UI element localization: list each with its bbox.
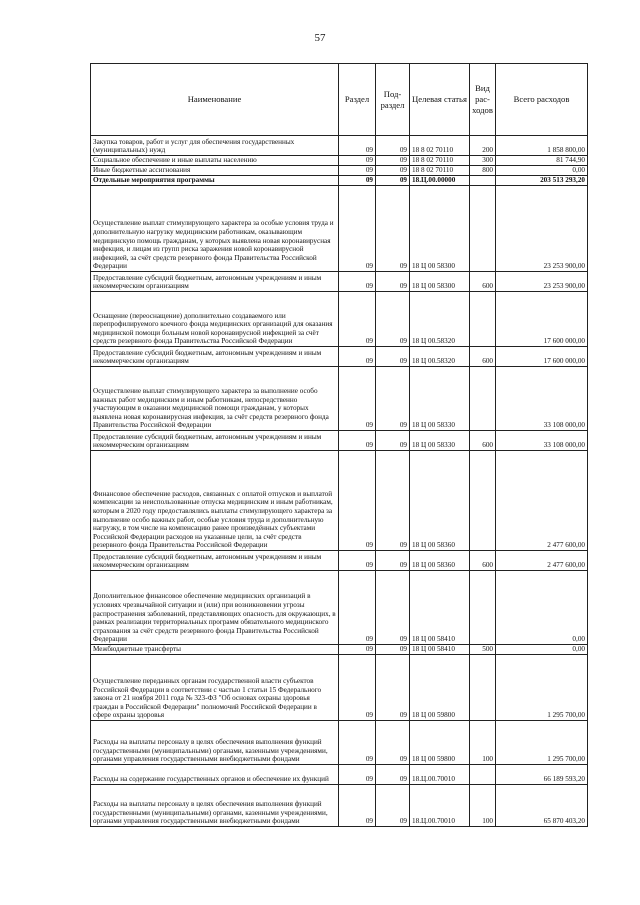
table-row xyxy=(91,156,588,166)
row-expense-type xyxy=(470,451,496,551)
row-target: 18 Ц 00 58300 xyxy=(410,186,470,272)
row-expense-type: 600 xyxy=(470,347,496,367)
row-total: 81 744,90 xyxy=(496,156,588,166)
row-total: 1 858 800,00 xyxy=(496,136,588,156)
row-expense-type xyxy=(470,765,496,785)
row-subsection: 09 xyxy=(376,136,410,156)
row-subsection: 09 xyxy=(376,645,410,655)
row-section: 09 xyxy=(339,431,376,451)
row-section: 09 xyxy=(339,166,376,176)
row-subsection: 09 xyxy=(376,721,410,765)
row-section: 09 xyxy=(339,765,376,785)
header-total: Всего расходов xyxy=(496,64,588,136)
row-target: 18 Ц 00 59800 xyxy=(410,721,470,765)
row-target: 18 8 02 70110 xyxy=(410,156,470,166)
table-row xyxy=(91,176,588,186)
row-section: 09 xyxy=(339,136,376,156)
row-section: 09 xyxy=(339,156,376,166)
row-total: 33 108 000,00 xyxy=(496,367,588,431)
row-name: Предоставление субсидий бюджетным, автономным учреждениям и иным некоммерческим организациям xyxy=(91,551,339,571)
table-row xyxy=(91,765,588,785)
table-row xyxy=(91,785,588,827)
row-total: 65 870 403,20 xyxy=(496,785,588,827)
row-subsection: 09 xyxy=(376,655,410,721)
row-total: 1 295 700,00 xyxy=(496,655,588,721)
row-name: Осуществление выплат стимулирующего характера за особые условия труда и дополнительную нагрузку медицинским работникам, оказывающим медицинскую помощь гражданам, у которых выявлена новая коронавирусная инфекция, и лицам из групп риска заражения новой коронавирусной инфекцией, за счёт средств резервного фонда Правительства Российской Федерации xyxy=(91,186,339,272)
table-row xyxy=(91,645,588,655)
row-total: 23 253 900,00 xyxy=(496,272,588,292)
row-name: Оснащение (переоснащение) дополнительно создаваемого или перепрофилируемого коечного фонда медицинских организаций для оказания медицинской помощи больным новой коронавирусной инфекцией за счёт средств резервного фонда Правительства Российской Федерации xyxy=(91,292,339,347)
row-section: 09 xyxy=(339,655,376,721)
row-subsection: 09 xyxy=(376,765,410,785)
row-total: 33 108 000,00 xyxy=(496,431,588,451)
row-expense-type xyxy=(470,367,496,431)
row-subsection: 09 xyxy=(376,292,410,347)
row-target: 18 Ц 00 58300 xyxy=(410,272,470,292)
row-target: 18.Ц.00.00000 xyxy=(410,176,470,186)
row-section: 09 xyxy=(339,551,376,571)
row-name: Расходы на выплаты персоналу в целях обеспечения выполнения функций государственными (муниципальными) органами, казенными учреждениями, органами управления государственными внебюджетными фондами xyxy=(91,721,339,765)
row-subsection: 09 xyxy=(376,571,410,645)
table-row xyxy=(91,292,588,347)
row-name: Осуществление переданных органам государственной власти субъектов Российской Федерации в соответствии с частью 1 статьи 15 Федерального закона от 21 ноября 2011 года № 323-ФЗ "Об основах охраны здоровья граждан в Российской Федерации" полномочий Российской Федерации в сфере охраны здоровья xyxy=(91,655,339,721)
row-target: 18 Ц 00.58320 xyxy=(410,292,470,347)
row-total: 0,00 xyxy=(496,645,588,655)
row-name: Предоставление субсидий бюджетным, автономным учреждениям и иным некоммерческим организациям xyxy=(91,272,339,292)
row-target: 18 Ц 00.58320 xyxy=(410,347,470,367)
row-expense-type xyxy=(470,176,496,186)
row-total: 23 253 900,00 xyxy=(496,186,588,272)
table-row xyxy=(91,367,588,431)
row-subsection: 09 xyxy=(376,785,410,827)
page-number: 57 xyxy=(314,32,326,44)
row-target: 18 Ц 00 58360 xyxy=(410,451,470,551)
row-total: 17 600 000,00 xyxy=(496,347,588,367)
row-name: Межбюджетные трансферты xyxy=(91,645,339,655)
table-row xyxy=(91,721,588,765)
table-row xyxy=(91,551,588,571)
row-section: 09 xyxy=(339,272,376,292)
row-expense-type: 500 xyxy=(470,645,496,655)
row-expense-type: 600 xyxy=(470,431,496,451)
row-expense-type: 100 xyxy=(470,785,496,827)
row-subsection: 09 xyxy=(376,451,410,551)
row-section: 09 xyxy=(339,367,376,431)
row-target: 18 Ц 00 59800 xyxy=(410,655,470,721)
row-subsection: 09 xyxy=(376,551,410,571)
row-section: 09 xyxy=(339,451,376,551)
table-header-row xyxy=(91,64,588,136)
row-expense-type xyxy=(470,186,496,272)
row-total: 2 477 600,00 xyxy=(496,451,588,551)
table-row xyxy=(91,347,588,367)
row-subsection: 09 xyxy=(376,186,410,272)
table-row xyxy=(91,451,588,551)
row-expense-type: 100 xyxy=(470,721,496,765)
row-subsection: 09 xyxy=(376,176,410,186)
row-target: 18.Ц.00.70010 xyxy=(410,785,470,827)
row-expense-type: 300 xyxy=(470,156,496,166)
row-subsection: 09 xyxy=(376,272,410,292)
row-name: Социальное обеспечение и иные выплаты населению xyxy=(91,156,339,166)
row-name: Дополнительное финансовое обеспечение медицинских организаций в условиях чрезвычайной ситуации и (или) при возникновении угрозы распространения заболеваний, представляющих опасность для окружающих, в рамках реализации территориальных программ обязательного медицинского страхования за счёт средств резервного фонда Правительства Российской Федерации xyxy=(91,571,339,645)
row-total: 0,00 xyxy=(496,571,588,645)
row-section: 09 xyxy=(339,571,376,645)
row-section: 09 xyxy=(339,721,376,765)
row-name: Осуществление выплат стимулирующего характера за выполнение особо важных работ медицинским и иным работникам, непосредственно участвующим в оказании медицинской помощи гражданам, у которых выявлена новая коронавирусная инфекция, за счёт средств резервного фонда Правительства Российской Федерации xyxy=(91,367,339,431)
row-section: 09 xyxy=(339,176,376,186)
row-total: 2 477 600,00 xyxy=(496,551,588,571)
header-name: Наименование xyxy=(91,64,339,136)
header-target: Целевая статья xyxy=(410,64,470,136)
row-section: 09 xyxy=(339,785,376,827)
row-section: 09 xyxy=(339,186,376,272)
header-expense-type: Вид рас-ходов xyxy=(470,64,496,136)
row-name: Расходы на выплаты персоналу в целях обеспечения выполнения функций государственными (муниципальными) органами, казенными учреждениями, органами управления государственными внебюджетными фондами xyxy=(91,785,339,827)
row-total: 66 189 593,20 xyxy=(496,765,588,785)
row-section: 09 xyxy=(339,645,376,655)
table-row xyxy=(91,431,588,451)
row-expense-type: 600 xyxy=(470,551,496,571)
table-row xyxy=(91,186,588,272)
row-name: Отдельные мероприятия программы xyxy=(91,176,339,186)
row-name: Финансовое обеспечение расходов, связанных с оплатой отпусков и выплатой компенсации за неиспользованные отпуска медицинским и иным работникам, которым в 2020 году предоставлялись выплаты стимулирующего характера за выполнение особо важных работ, особые условия труда и дополнительную нагрузку, в том числе на компенсацию ранее произведённых субъектами Российской Федерации расходов на указанные цели, за счёт средств резервного фонда Правительства Российской Федерации xyxy=(91,451,339,551)
row-section: 09 xyxy=(339,347,376,367)
row-expense-type: 600 xyxy=(470,272,496,292)
row-total: 0,00 xyxy=(496,166,588,176)
row-target: 18 Ц 00 58360 xyxy=(410,551,470,571)
row-target: 18.Ц.00.70010 xyxy=(410,765,470,785)
row-subsection: 09 xyxy=(376,367,410,431)
row-name: Расходы на содержание государственных органов и обеспечение их функций xyxy=(91,765,339,785)
row-subsection: 09 xyxy=(376,431,410,451)
budget-table xyxy=(90,63,588,827)
row-total: 1 295 700,00 xyxy=(496,721,588,765)
table-row xyxy=(91,272,588,292)
row-target: 18 8 02 70110 xyxy=(410,136,470,156)
row-subsection: 09 xyxy=(376,156,410,166)
row-target: 18 Ц 00 58330 xyxy=(410,431,470,451)
table-body xyxy=(91,136,588,827)
row-name: Предоставление субсидий бюджетным, автономным учреждениям и иным некоммерческим организациям xyxy=(91,347,339,367)
table-row xyxy=(91,655,588,721)
row-target: 18 8 02 70110 xyxy=(410,166,470,176)
row-total: 203 513 293,20 xyxy=(496,176,588,186)
row-total: 17 600 000,00 xyxy=(496,292,588,347)
row-subsection: 09 xyxy=(376,347,410,367)
row-name: Иные бюджетные ассигнования xyxy=(91,166,339,176)
header-subsection: Под-раздел xyxy=(376,64,410,136)
row-expense-type xyxy=(470,571,496,645)
row-section: 09 xyxy=(339,292,376,347)
row-expense-type xyxy=(470,292,496,347)
row-expense-type xyxy=(470,655,496,721)
table-row xyxy=(91,136,588,156)
row-name: Предоставление субсидий бюджетным, автономным учреждениям и иным некоммерческим организациям xyxy=(91,431,339,451)
row-name: Закупка товаров, работ и услуг для обеспечения государственных (муниципальных) нужд xyxy=(91,136,339,156)
table-row xyxy=(91,166,588,176)
row-target: 18 Ц 00 58410 xyxy=(410,645,470,655)
header-section: Раздел xyxy=(339,64,376,136)
row-expense-type: 200 xyxy=(470,136,496,156)
row-subsection: 09 xyxy=(376,166,410,176)
row-expense-type: 800 xyxy=(470,166,496,176)
row-target: 18 Ц 00 58330 xyxy=(410,367,470,431)
row-target: 18 Ц 00 58410 xyxy=(410,571,470,645)
table-row xyxy=(91,571,588,645)
